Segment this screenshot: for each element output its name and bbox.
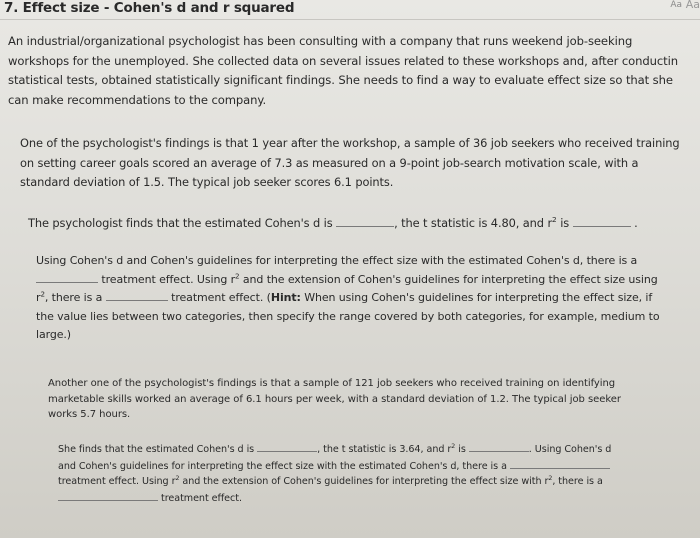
- question-text: treatment effect. Using r: [58, 476, 176, 487]
- finding-line: Another one of the psychologist's findings is that a sample of 121 job seekers who received training on identifying: [48, 378, 616, 389]
- cohens-d-answer-field-2[interactable]: [257, 441, 317, 452]
- question-text: and the extension of Cohen's guidelines for interpreting the effect size with r: [179, 476, 549, 487]
- question-three: [58, 441, 611, 506]
- superscript: 2: [552, 215, 557, 225]
- finding-line: on setting career goals scored an average of 7.3 as measured on a 9-point job-search motivation scale, with a: [20, 155, 639, 170]
- r-squared-effect-dropdown[interactable]: [106, 290, 168, 301]
- question-text: , the t statistic is 3.64, and r: [317, 444, 452, 455]
- font-size-decrease-button[interactable]: Aa: [670, 0, 682, 10]
- question-text: , the t statistic is 4.80, and r: [394, 216, 553, 230]
- question-text: and the extension of Cohen's guidelines for interpreting the effect size using: [239, 272, 658, 286]
- superscript: 2: [548, 474, 553, 482]
- intro-line: statistical tests, obtained statistically significant findings. She needs to find a way to evaluate effect size so that she: [8, 73, 673, 87]
- r-squared-answer-field-2[interactable]: [469, 441, 529, 452]
- question-text: . Using Cohen's d: [528, 444, 612, 455]
- intro-line: workshops for the unemployed. She collected data on several issues related to these workshops and, after conductin: [8, 53, 678, 68]
- page-title: 7. Effect size - Cohen's d and r squared: [4, 0, 295, 16]
- question-one: [28, 214, 638, 234]
- hint-label: Hint:: [270, 291, 301, 304]
- finding-one-paragraph: [20, 134, 680, 193]
- question-text: is: [455, 444, 466, 455]
- question-text: large.): [36, 328, 71, 341]
- font-size-increase-button[interactable]: Aa: [685, 0, 700, 11]
- superscript: 2: [451, 442, 456, 450]
- question-text: When using Cohen's guidelines for interpreting the effect size, if: [300, 291, 653, 304]
- cohens-d-effect-dropdown[interactable]: [36, 272, 98, 283]
- superscript: 2: [235, 270, 240, 280]
- question-text: , there is a: [44, 291, 103, 304]
- r-squared-effect-dropdown-2[interactable]: [58, 490, 158, 501]
- superscript: 2: [175, 474, 180, 482]
- finding-line: standard deviation of 1.5. The typical job seeker scores 6.1 points.: [20, 175, 394, 189]
- r-squared-answer-field[interactable]: [573, 216, 631, 227]
- finding-line: One of the psychologist's findings is that 1 year after the workshop, a sample of 36 job seekers who received training: [20, 136, 680, 150]
- intro-line: can make recommendations to the company.: [8, 92, 267, 107]
- question-text: treatment effect. Using r: [101, 272, 236, 286]
- question-text: r: [36, 291, 41, 304]
- intro-line: An industrial/organizational psychologist has been consulting with a company that runs weekend job-seeking: [8, 34, 633, 48]
- finding-line: works 5.7 hours.: [48, 409, 131, 420]
- question-two: [36, 252, 660, 345]
- question-text: The psychologist finds that the estimated Cohen's d is: [28, 216, 333, 230]
- question-text: , there is a: [552, 476, 603, 487]
- finding-two-paragraph: [48, 376, 621, 423]
- question-text: and Cohen's guidelines for interpreting the effect size with the estimated Cohen's d, there is a: [58, 460, 507, 472]
- question-text: She finds that the estimated Cohen's d is: [58, 444, 255, 455]
- question-text: is: [556, 216, 570, 230]
- cohens-d-effect-dropdown-2[interactable]: [510, 458, 610, 469]
- question-text: the value lies between two categories, then specify the range covered by both categories, for example, medium to: [36, 309, 660, 323]
- intro-paragraph: [8, 32, 678, 110]
- question-text: treatment effect. (: [171, 291, 271, 304]
- question-text: Using Cohen's d and Cohen's guidelines for interpreting the effect size with the estimated Cohen's d, there is a: [36, 254, 638, 267]
- question-text: treatment effect.: [161, 492, 242, 504]
- superscript: 2: [40, 289, 45, 299]
- header-divider: [0, 19, 700, 20]
- finding-line: marketable skills worked an average of 6.1 hours per week, with a standard deviation of 1.2. The typical job seeker: [48, 393, 621, 405]
- cohens-d-answer-field[interactable]: [336, 216, 394, 227]
- question-text: .: [634, 216, 638, 230]
